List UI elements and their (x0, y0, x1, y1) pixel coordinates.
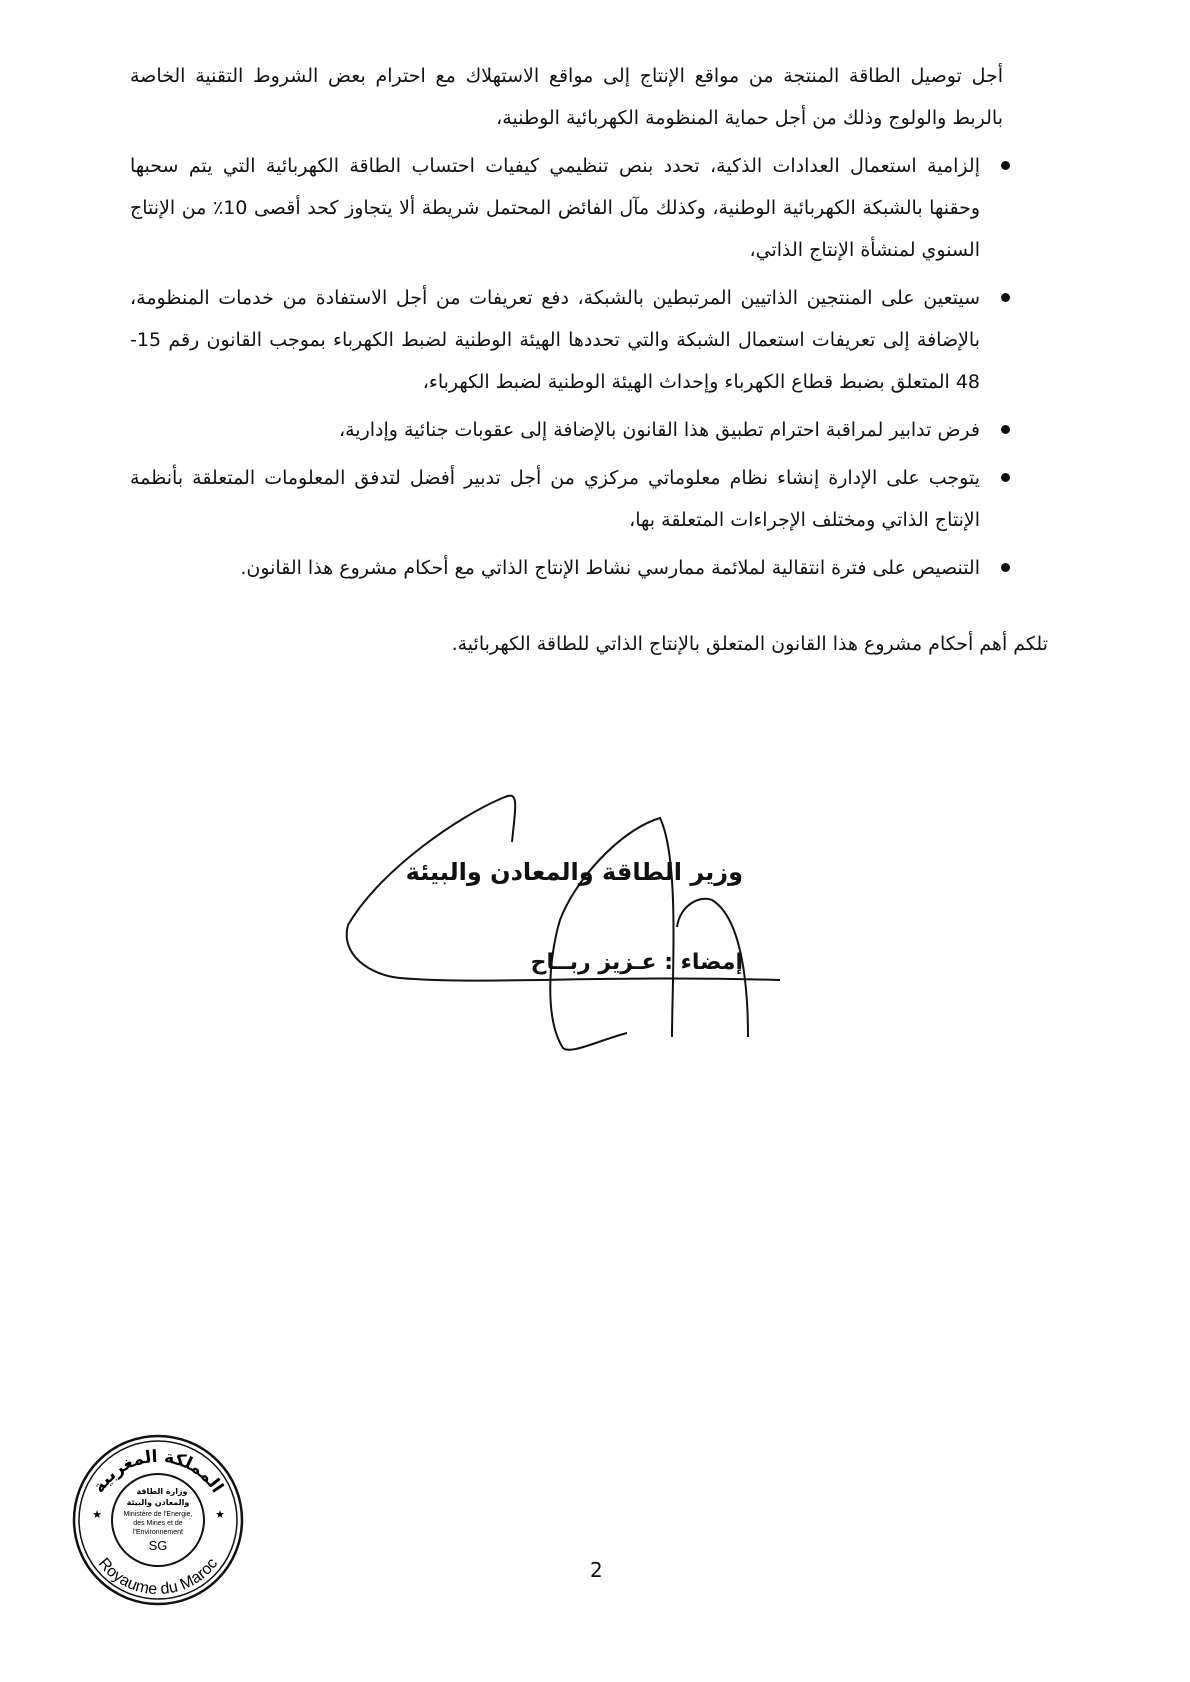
svg-text:والمعادن والبيئة: والمعادن والبيئة (126, 1498, 190, 1507)
minister-title: وزير الطاقة والمعادن والبيئة (405, 858, 743, 886)
intro-paragraph: أجل توصيل الطاقة المنتجة من مواقع الإنتاج إلى مواقع الاستهلاك مع احترام بعض الشروط التقنية الخاصة بالربط والولوج وذلك من أجل حماية المنظومة الكهربائية الوطنية، (130, 65, 1003, 129)
bullet-text: فرض تدابير لمراقبة احترام تطبيق هذا القانون بالإضافة إلى عقوبات جنائية وإدارية، (338, 419, 980, 441)
page-number: 2 (590, 1558, 603, 1582)
ministry-stamp (70, 1432, 246, 1608)
svg-text:Ministère de l'Energie,: Ministère de l'Energie, (123, 1511, 193, 1518)
bullet-text: التنصيص على فترة انتقالية لملائمة ممارسي نشاط الإنتاج الذاتي مع أحكام مشروع هذا القانون. (240, 557, 980, 579)
svg-text:وزارة الطاقة: وزارة الطاقة (136, 1487, 188, 1496)
signature-name: إمضاء : عـزيز ربــاح (530, 950, 743, 975)
svg-text:★: ★ (215, 1508, 225, 1521)
bullet-text: إلزامية استعمال العدادات الذكية، تحدد بنص تنظيمي كيفيات احتساب الطاقة الكهربائية التي يتم سحبها وحقنها بالشبكة الكهربائية الوطنية، وكذلك مآل الفائض المحتمل شريطة ألا يتجاوز كحد أقصى 10٪ من الإنتاج السنوي لمنشأة الإنتاج الذاتي، (130, 155, 980, 261)
svg-text:l'Environnement: l'Environnement (133, 1529, 183, 1536)
svg-text:★: ★ (92, 1508, 102, 1521)
stamp-arabic-arc: المملكة المغربية (89, 1446, 228, 1497)
stamp-french-arc: Royaume du Maroc (94, 1555, 222, 1599)
bullet-text: يتوجب على الإدارة إنشاء نظام معلوماتي مركزي من أجل تدبير أفضل لتدفق المعلومات المتعلقة بأنظمة الإنتاج الذاتي ومختلف الإجراءات المتعلقة بها، (130, 467, 980, 531)
svg-text:SG: SG (148, 1538, 168, 1553)
svg-text:des Mines et de: des Mines et de (133, 1520, 183, 1527)
closing-paragraph: تلكم أهم أحكام مشروع هذا القانون المتعلق بالإنتاج الذاتي للطاقة الكهربائية. (451, 633, 1048, 655)
bullet-text: سيتعين على المنتجين الذاتيين المرتبطين بالشبكة، دفع تعريفات من أجل الاستفادة من خدمات المنظومة، بالإضافة إلى تعريفات استعمال الشبكة والتي تحددها الهيئة الوطنية لضبط الكهرباء بموجب القانون رقم 15-48 المتعلق بضبط قطاع الكهرباء وإحداث الهيئة الوطنية لضبط الكهرباء، (130, 287, 980, 393)
